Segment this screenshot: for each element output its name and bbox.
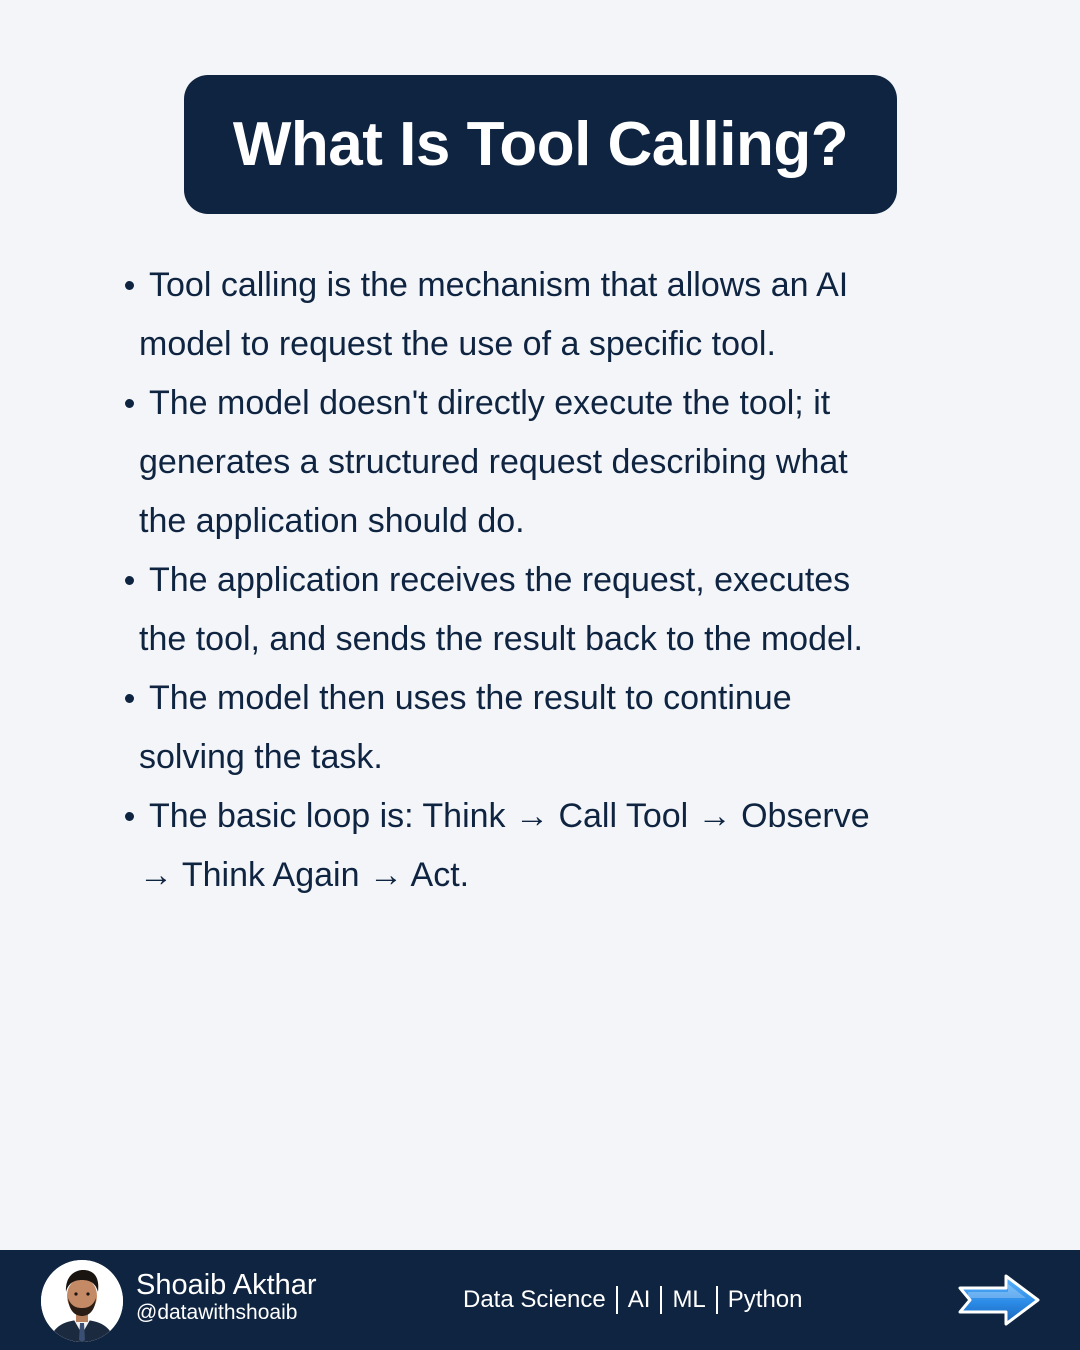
topic-tag: Data Science [463,1286,606,1313]
bullet-item [120,669,960,787]
divider [660,1286,662,1314]
author-name: Shoaib Akthar [136,1269,317,1301]
bullet-item [120,256,960,374]
divider [716,1286,718,1314]
page-title: What Is Tool Calling? [232,110,849,179]
topic-tag: AI [627,1286,651,1313]
bullet-dot [125,812,134,821]
bullet-item [120,374,960,551]
bullet-dot [125,281,134,290]
bullet-text: The application receives the request, executes the tool, and sends the result back to the model. [139,561,863,658]
bullet-dot [125,694,134,703]
bullet-text: The model then uses the result to continue solving the task. [139,679,792,776]
bullet-dot [125,576,134,585]
avatar [41,1260,123,1342]
topic-tag: ML [672,1286,706,1313]
right-arrow-icon [956,1272,1042,1328]
bullet-text: The model doesn't directly execute the tool; it generates a structured request describing what the application should do. [139,384,848,540]
footer-bar [0,1250,1080,1350]
bullet-text: The basic loop is: Think → Call Tool → Observe → Think Again → Act. [139,797,870,894]
author-handle: @datawithshoaib [136,1301,298,1324]
bullet-item [120,551,960,669]
next-button[interactable] [956,1272,1042,1328]
topic-tag: Python [727,1286,803,1313]
bullet-item [120,787,960,905]
divider [616,1286,618,1314]
bullet-dot [125,399,134,408]
bullet-text: Tool calling is the mechanism that allows an AI model to request the use of a specific tool. [139,266,849,363]
topic-tags [463,1282,803,1318]
person-portrait-icon [41,1260,123,1342]
